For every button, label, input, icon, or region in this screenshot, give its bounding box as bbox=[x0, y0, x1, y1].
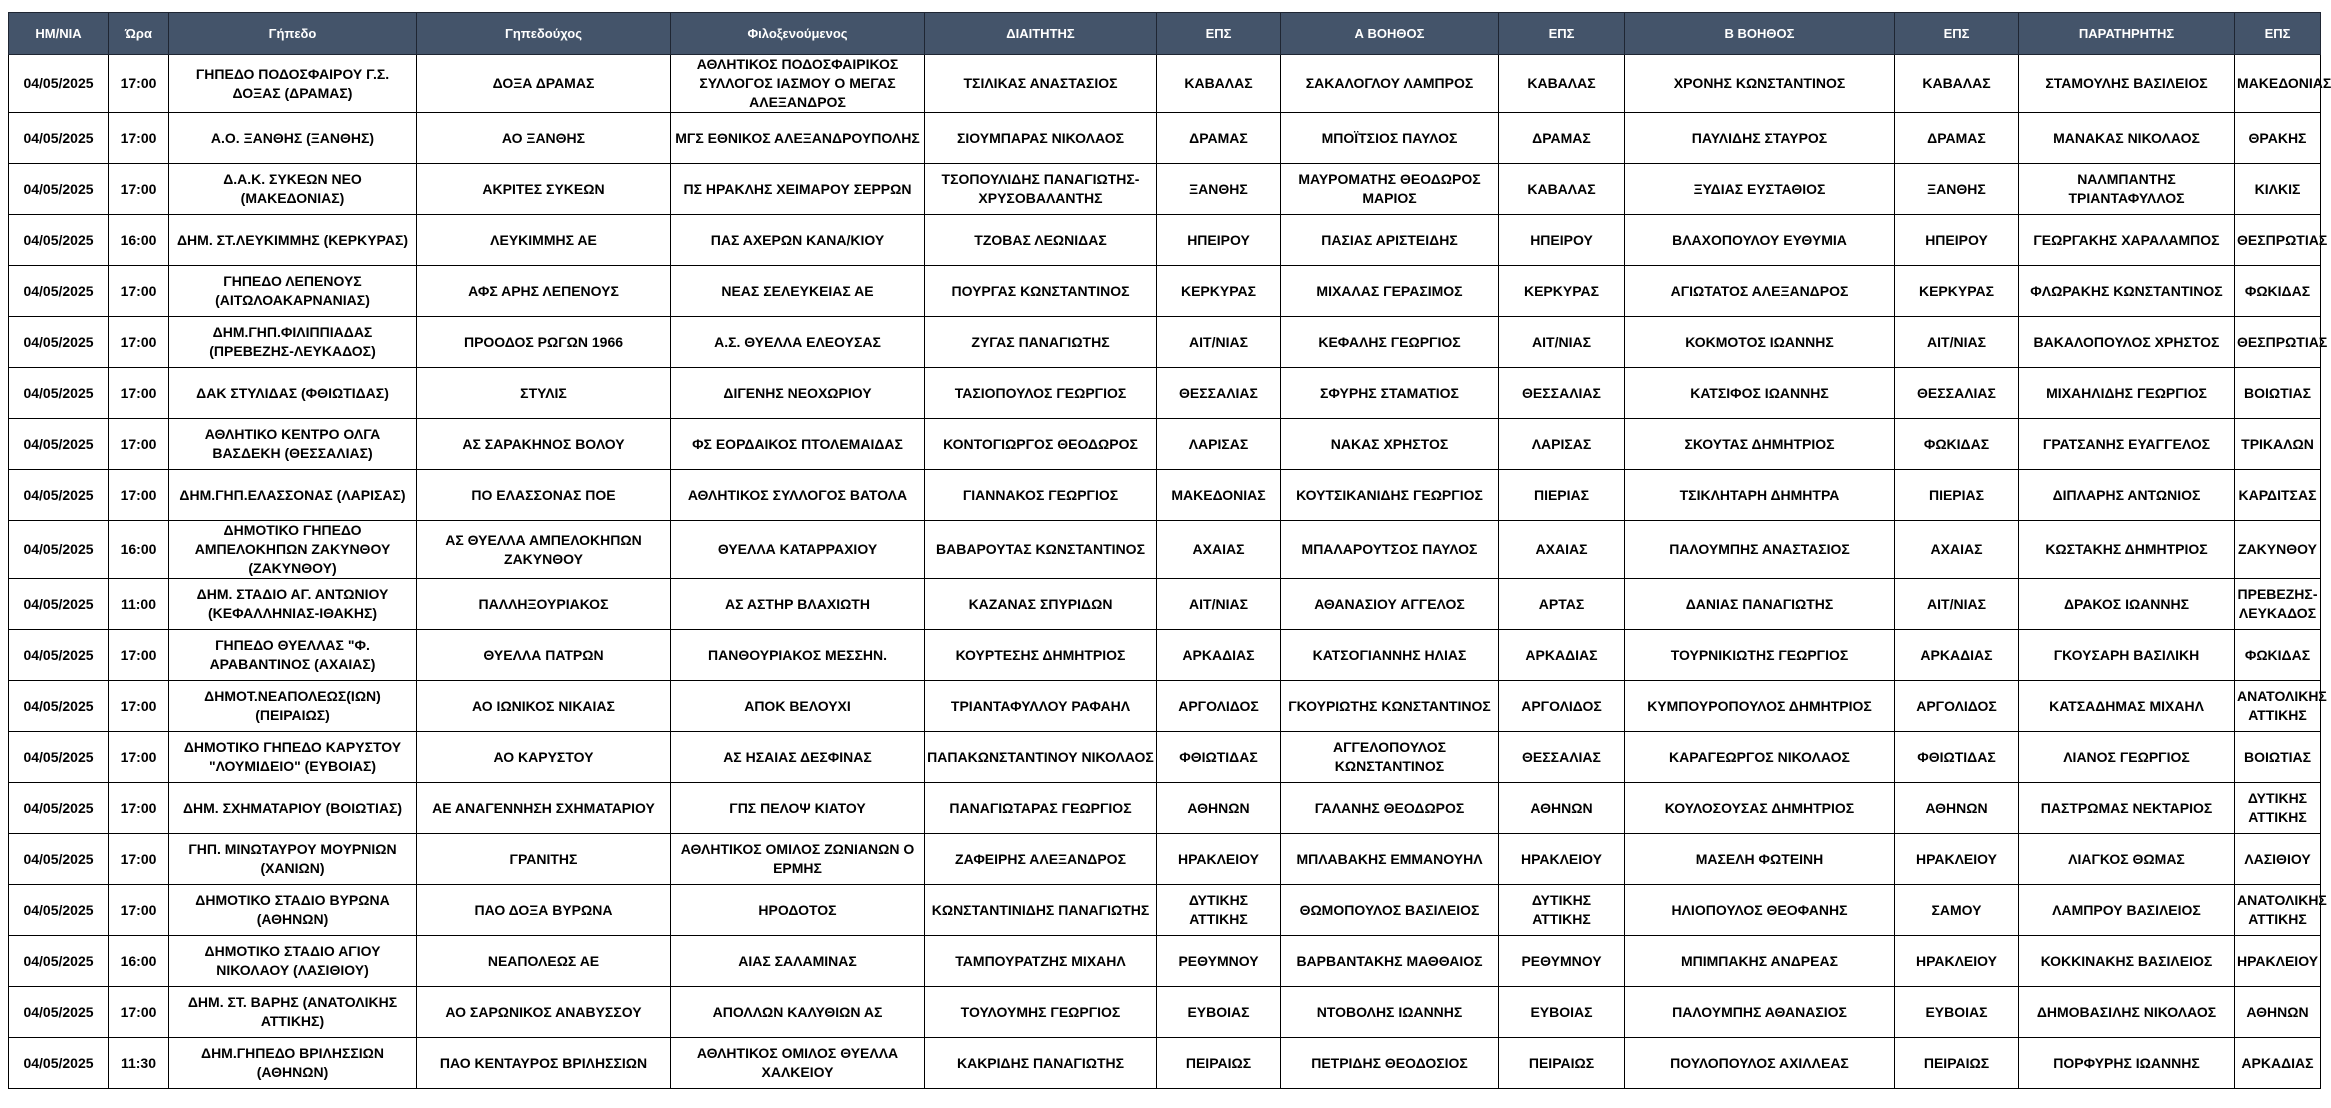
cell-date: 04/05/2025 bbox=[9, 164, 109, 215]
cell-observer: ΚΩΣΤΑΚΗΣ ΔΗΜΗΤΡΙΟΣ bbox=[2019, 521, 2235, 579]
cell-assistant-b: ΚΑΡΑΓΕΩΡΓΟΣ ΝΙΚΟΛΑΟΣ bbox=[1625, 732, 1895, 783]
cell-assistant-b-association: ΚΑΒΑΛΑΣ bbox=[1895, 55, 2019, 113]
cell-observer: ΓΕΩΡΓΑΚΗΣ ΧΑΡΑΛΑΜΠΟΣ bbox=[2019, 215, 2235, 266]
cell-away-team: ΗΡΟΔΟΤΟΣ bbox=[671, 885, 925, 936]
table-row bbox=[9, 419, 2321, 470]
cell-assistant-b: ΣΚΟΥΤΑΣ ΔΗΜΗΤΡΙΟΣ bbox=[1625, 419, 1895, 470]
cell-time: 17:00 bbox=[109, 164, 169, 215]
cell-away-team: ΑΙΑΣ ΣΑΛΑΜΙΝΑΣ bbox=[671, 936, 925, 987]
cell-stadium: Δ.Α.Κ. ΣΥΚΕΩΝ ΝΕΟ (ΜΑΚΕΔΟΝΙΑΣ) bbox=[169, 164, 417, 215]
cell-date: 04/05/2025 bbox=[9, 987, 109, 1038]
table-row bbox=[9, 521, 2321, 579]
cell-date: 04/05/2025 bbox=[9, 521, 109, 579]
cell-date: 04/05/2025 bbox=[9, 1038, 109, 1089]
cell-assistant-b: ΤΣΙΚΛΗΤΑΡΗ ΔΗΜΗΤΡΑ bbox=[1625, 470, 1895, 521]
cell-assistant-a-association: ΑΡΚΑΔΙΑΣ bbox=[1499, 630, 1625, 681]
cell-home-team: ΑΟ ΣΑΡΩΝΙΚΟΣ ΑΝΑΒΥΣΣΟΥ bbox=[417, 987, 671, 1038]
cell-referee: ΒΑΒΑΡΟΥΤΑΣ ΚΩΝΣΤΑΝΤΙΝΟΣ bbox=[925, 521, 1157, 579]
cell-stadium: ΔΗΜΟΤΙΚΟ ΣΤΑΔΙΟ ΑΓΙΟΥ ΝΙΚΟΛΑΟΥ (ΛΑΣΙΘΙΟΥ) bbox=[169, 936, 417, 987]
cell-assistant-b: ΜΠΙΜΠΑΚΗΣ ΑΝΔΡΕΑΣ bbox=[1625, 936, 1895, 987]
cell-stadium: ΔΗΜΟΤΙΚΟ ΓΗΠΕΔΟ ΚΑΡΥΣΤΟΥ "ΛΟΥΜΙΔΕΙΟ" (ΕΥΒΟΙΑΣ) bbox=[169, 732, 417, 783]
cell-referee: ΤΡΙΑΝΤΑΦΥΛΛΟΥ ΡΑΦΑΗΛ bbox=[925, 681, 1157, 732]
table-row bbox=[9, 834, 2321, 885]
table-row bbox=[9, 266, 2321, 317]
cell-away-team: ΦΣ ΕΟΡΔΑΙΚΟΣ ΠΤΟΛΕΜΑΙΔΑΣ bbox=[671, 419, 925, 470]
cell-referee-association: ΑΙΤ/ΝΙΑΣ bbox=[1157, 579, 1281, 630]
cell-referee: ΓΙΑΝΝΑΚΟΣ ΓΕΩΡΓΙΟΣ bbox=[925, 470, 1157, 521]
cell-referee-association: ΑΧΑΙΑΣ bbox=[1157, 521, 1281, 579]
cell-referee: ΖΑΦΕΙΡΗΣ ΑΛΕΞΑΝΔΡΟΣ bbox=[925, 834, 1157, 885]
cell-observer-association: ΜΑΚΕΔΟΝΙΑΣ bbox=[2235, 55, 2321, 113]
cell-observer: ΠΑΣΤΡΩΜΑΣ ΝΕΚΤΑΡΙΟΣ bbox=[2019, 783, 2235, 834]
table-body bbox=[9, 55, 2331, 1089]
header-stadium: Γήπεδο bbox=[169, 13, 417, 55]
cell-assistant-a: ΝΤΟΒΟΛΗΣ ΙΩΑΝΝΗΣ bbox=[1281, 987, 1499, 1038]
cell-home-team: ΑΟ ΚΑΡΥΣΤΟΥ bbox=[417, 732, 671, 783]
cell-stadium: ΔΗΜ.ΓΗΠΕΔΟ ΒΡΙΛΗΣΣΙΩΝ (ΑΘΗΝΩΝ) bbox=[169, 1038, 417, 1089]
table-row bbox=[9, 783, 2321, 834]
cell-assistant-a: ΝΑΚΑΣ ΧΡΗΣΤΟΣ bbox=[1281, 419, 1499, 470]
header-referee-association: ΕΠΣ bbox=[1157, 13, 1281, 55]
cell-assistant-a: ΠΕΤΡΙΔΗΣ ΘΕΟΔΟΣΙΟΣ bbox=[1281, 1038, 1499, 1089]
cell-assistant-a-association: ΡΕΘΥΜΝΟΥ bbox=[1499, 936, 1625, 987]
cell-assistant-a-association: ΠΕΙΡΑΙΩΣ bbox=[1499, 1038, 1625, 1089]
cell-away-team: ΑΠΟΚ ΒΕΛΟΥΧΙ bbox=[671, 681, 925, 732]
header-away-team: Φιλοξενούμενος bbox=[671, 13, 925, 55]
cell-referee-association: ΗΡΑΚΛΕΙΟΥ bbox=[1157, 834, 1281, 885]
header-observer-association: ΕΠΣ bbox=[2235, 13, 2321, 55]
cell-referee-association: ΠΕΙΡΑΙΩΣ bbox=[1157, 1038, 1281, 1089]
cell-stadium: ΓΗΠΕΔΟ ΠΟΔΟΣΦΑΙΡΟΥ Γ.Σ. ΔΟΞΑΣ (ΔΡΑΜΑΣ) bbox=[169, 55, 417, 113]
cell-away-team: ΓΠΣ ΠΕΛΟΨ ΚΙΑΤΟΥ bbox=[671, 783, 925, 834]
cell-assistant-b-association: ΕΥΒΟΙΑΣ bbox=[1895, 987, 2019, 1038]
cell-home-team: ΠΟ ΕΛΑΣΣΟΝΑΣ ΠΟΕ bbox=[417, 470, 671, 521]
cell-observer-association: ΛΑΣΙΘΙΟΥ bbox=[2235, 834, 2321, 885]
cell-time: 17:00 bbox=[109, 470, 169, 521]
cell-stadium: ΔΗΜ.ΓΗΠ.ΦΙΛΙΠΠΙΑΔΑΣ (ΠΡΕΒΕΖΗΣ-ΛΕΥΚΑΔΟΣ) bbox=[169, 317, 417, 368]
cell-stadium: ΓΗΠ. ΜΙΝΩΤΑΥΡΟΥ ΜΟΥΡΝΙΩΝ (ΧΑΝΙΩΝ) bbox=[169, 834, 417, 885]
cell-referee: ΣΙΟΥΜΠΑΡΑΣ ΝΙΚΟΛΑΟΣ bbox=[925, 113, 1157, 164]
cell-away-team: ΠΑΣ ΑΧΕΡΩΝ ΚΑΝΑ/ΚΙΟΥ bbox=[671, 215, 925, 266]
cell-date: 04/05/2025 bbox=[9, 885, 109, 936]
cell-assistant-a: ΚΑΤΣΟΓΙΑΝΝΗΣ ΗΛΙΑΣ bbox=[1281, 630, 1499, 681]
cell-away-team: ΑΘΛΗΤΙΚΟΣ ΣΥΛΛΟΓΟΣ ΒΑΤΟΛΑ bbox=[671, 470, 925, 521]
cell-stadium: ΔΗΜ. ΣΤ.ΛΕΥΚΙΜΜΗΣ (ΚΕΡΚΥΡΑΣ) bbox=[169, 215, 417, 266]
table-row bbox=[9, 470, 2321, 521]
cell-away-team: ΑΘΛΗΤΙΚΟΣ ΟΜΙΛΟΣ ΖΩΝΙΑΝΩΝ Ο ΕΡΜΗΣ bbox=[671, 834, 925, 885]
cell-observer: ΔΗΜΟΒΑΣΙΛΗΣ ΝΙΚΟΛΑΟΣ bbox=[2019, 987, 2235, 1038]
cell-observer-association: ΘΕΣΠΡΩΤΙΑΣ bbox=[2235, 215, 2321, 266]
cell-observer: ΓΚΟΥΣΑΡΗ ΒΑΣΙΛΙΚΗ bbox=[2019, 630, 2235, 681]
cell-assistant-b-association: ΑΡΓΟΛΙΔΟΣ bbox=[1895, 681, 2019, 732]
cell-home-team: ΔΟΞΑ ΔΡΑΜΑΣ bbox=[417, 55, 671, 113]
cell-referee: ΠΑΠΑΚΩΝΣΤΑΝΤΙΝΟΥ ΝΙΚΟΛΑΟΣ bbox=[925, 732, 1157, 783]
cell-time: 17:00 bbox=[109, 419, 169, 470]
cell-home-team: ΑΣ ΘΥΕΛΛΑ ΑΜΠΕΛΟΚΗΠΩΝ ΖΑΚΥΝΘΟΥ bbox=[417, 521, 671, 579]
cell-assistant-b: ΠΑΛΟΥΜΠΗΣ ΑΘΑΝΑΣΙΟΣ bbox=[1625, 987, 1895, 1038]
cell-time: 17:00 bbox=[109, 266, 169, 317]
table-row bbox=[9, 987, 2321, 1038]
cell-assistant-b: ΤΟΥΡΝΙΚΙΩΤΗΣ ΓΕΩΡΓΙΟΣ bbox=[1625, 630, 1895, 681]
cell-referee-association: ΔΥΤΙΚΗΣ ΑΤΤΙΚΗΣ bbox=[1157, 885, 1281, 936]
cell-away-team: ΑΣ ΑΣΤΗΡ ΒΛΑΧΙΩΤΗ bbox=[671, 579, 925, 630]
cell-assistant-a-association: ΔΥΤΙΚΗΣ ΑΤΤΙΚΗΣ bbox=[1499, 885, 1625, 936]
cell-observer: ΦΛΩΡΑΚΗΣ ΚΩΝΣΤΑΝΤΙΝΟΣ bbox=[2019, 266, 2235, 317]
cell-date: 04/05/2025 bbox=[9, 266, 109, 317]
cell-assistant-b: ΠΟΥΛΟΠΟΥΛΟΣ ΑΧΙΛΛΕΑΣ bbox=[1625, 1038, 1895, 1089]
cell-away-team: ΝΕΑΣ ΣΕΛΕΥΚΕΙΑΣ ΑΕ bbox=[671, 266, 925, 317]
fixtures-sheet bbox=[8, 12, 2331, 1089]
cell-assistant-a-association: ΛΑΡΙΣΑΣ bbox=[1499, 419, 1625, 470]
cell-assistant-a: ΜΠΟΪΤΣΙΟΣ ΠΑΥΛΟΣ bbox=[1281, 113, 1499, 164]
cell-assistant-a-association: ΕΥΒΟΙΑΣ bbox=[1499, 987, 1625, 1038]
cell-away-team: Α.Σ. ΘΥΕΛΛΑ ΕΛΕΟΥΣΑΣ bbox=[671, 317, 925, 368]
cell-time: 17:00 bbox=[109, 885, 169, 936]
cell-referee-association: ΚΕΡΚΥΡΑΣ bbox=[1157, 266, 1281, 317]
cell-observer-association: ΚΙΛΚΙΣ bbox=[2235, 164, 2321, 215]
table-row bbox=[9, 630, 2321, 681]
cell-referee: ΚΟΝΤΟΓΙΩΡΓΟΣ ΘΕΟΔΩΡΟΣ bbox=[925, 419, 1157, 470]
cell-assistant-a: ΚΕΦΑΛΗΣ ΓΕΩΡΓΙΟΣ bbox=[1281, 317, 1499, 368]
fixtures-table bbox=[8, 12, 2331, 1089]
cell-stadium: ΔΗΜ. ΣΧΗΜΑΤΑΡΙΟΥ (ΒΟΙΩΤΙΑΣ) bbox=[169, 783, 417, 834]
cell-assistant-a-association: ΘΕΣΣΑΛΙΑΣ bbox=[1499, 368, 1625, 419]
cell-date: 04/05/2025 bbox=[9, 732, 109, 783]
cell-assistant-b: ΔΑΝΙΑΣ ΠΑΝΑΓΙΩΤΗΣ bbox=[1625, 579, 1895, 630]
cell-referee: ΤΣΟΠΟΥΛΙΔΗΣ ΠΑΝΑΓΙΩΤΗΣ-ΧΡΥΣΟΒΑΛΑΝΤΗΣ bbox=[925, 164, 1157, 215]
cell-away-team: ΑΘΛΗΤΙΚΟΣ ΟΜΙΛΟΣ ΘΥΕΛΛΑ ΧΑΛΚΕΙΟΥ bbox=[671, 1038, 925, 1089]
cell-time: 11:30 bbox=[109, 1038, 169, 1089]
cell-observer-association: ΦΩΚΙΔΑΣ bbox=[2235, 630, 2321, 681]
cell-referee-association: ΡΕΘΥΜΝΟΥ bbox=[1157, 936, 1281, 987]
cell-observer-association: ΘΕΣΠΡΩΤΙΑΣ bbox=[2235, 317, 2321, 368]
cell-assistant-a: ΘΩΜΟΠΟΥΛΟΣ ΒΑΣΙΛΕΙΟΣ bbox=[1281, 885, 1499, 936]
cell-observer: ΝΑΛΜΠΑΝΤΗΣ ΤΡΙΑΝΤΑΦΥΛΛΟΣ bbox=[2019, 164, 2235, 215]
cell-assistant-b-association: ΣΑΜΟΥ bbox=[1895, 885, 2019, 936]
header-observer: ΠΑΡΑΤΗΡΗΤΗΣ bbox=[2019, 13, 2235, 55]
cell-referee: ΤΣΙΛΙΚΑΣ ΑΝΑΣΤΑΣΙΟΣ bbox=[925, 55, 1157, 113]
cell-time: 16:00 bbox=[109, 936, 169, 987]
cell-home-team: ΠΡΟΟΔΟΣ ΡΩΓΩΝ 1966 bbox=[417, 317, 671, 368]
cell-assistant-b: ΚΟΥΛΟΣΟΥΣΑΣ ΔΗΜΗΤΡΙΟΣ bbox=[1625, 783, 1895, 834]
cell-assistant-b-association: ΑΡΚΑΔΙΑΣ bbox=[1895, 630, 2019, 681]
cell-date: 04/05/2025 bbox=[9, 113, 109, 164]
header-assistant-b: Β ΒΟΗΘΟΣ bbox=[1625, 13, 1895, 55]
cell-assistant-b-association: ΔΡΑΜΑΣ bbox=[1895, 113, 2019, 164]
cell-referee: ΤΑΜΠΟΥΡΑΤΖΗΣ ΜΙΧΑΗΛ bbox=[925, 936, 1157, 987]
cell-date: 04/05/2025 bbox=[9, 783, 109, 834]
table-row bbox=[9, 55, 2321, 113]
cell-referee: ΚΩΝΣΤΑΝΤΙΝΙΔΗΣ ΠΑΝΑΓΙΩΤΗΣ bbox=[925, 885, 1157, 936]
cell-assistant-b: ΞΥΔΙΑΣ ΕΥΣΤΑΘΙΟΣ bbox=[1625, 164, 1895, 215]
cell-assistant-b: ΚΥΜΠΟΥΡΟΠΟΥΛΟΣ ΔΗΜΗΤΡΙΟΣ bbox=[1625, 681, 1895, 732]
cell-assistant-b: ΜΑΣΕΛΗ ΦΩΤΕΙΝΗ bbox=[1625, 834, 1895, 885]
cell-home-team: ΛΕΥΚΙΜΜΗΣ ΑΕ bbox=[417, 215, 671, 266]
cell-home-team: ΑΟ ΞΑΝΘΗΣ bbox=[417, 113, 671, 164]
cell-assistant-b-association: ΘΕΣΣΑΛΙΑΣ bbox=[1895, 368, 2019, 419]
cell-observer: ΚΑΤΣΑΔΗΜΑΣ ΜΙΧΑΗΛ bbox=[2019, 681, 2235, 732]
cell-observer-association: ΔΥΤΙΚΗΣ ΑΤΤΙΚΗΣ bbox=[2235, 783, 2321, 834]
cell-assistant-b: ΚΟΚΜΟΤΟΣ ΙΩΑΝΝΗΣ bbox=[1625, 317, 1895, 368]
cell-home-team: ΑΕ ΑΝΑΓΕΝΝΗΣΗ ΣΧΗΜΑΤΑΡΙΟΥ bbox=[417, 783, 671, 834]
cell-time: 17:00 bbox=[109, 783, 169, 834]
cell-observer: ΜΑΝΑΚΑΣ ΝΙΚΟΛΑΟΣ bbox=[2019, 113, 2235, 164]
cell-assistant-a: ΓΚΟΥΡΙΩΤΗΣ ΚΩΝΣΤΑΝΤΙΝΟΣ bbox=[1281, 681, 1499, 732]
cell-date: 04/05/2025 bbox=[9, 834, 109, 885]
cell-assistant-b-association: ΗΡΑΚΛΕΙΟΥ bbox=[1895, 834, 2019, 885]
cell-away-team: ΘΥΕΛΛΑ ΚΑΤΑΡΡΑΧΙΟΥ bbox=[671, 521, 925, 579]
cell-referee-association: ΜΑΚΕΔΟΝΙΑΣ bbox=[1157, 470, 1281, 521]
cell-observer-association: ΑΡΚΑΔΙΑΣ bbox=[2235, 1038, 2321, 1089]
cell-assistant-a: ΠΑΣΙΑΣ ΑΡΙΣΤΕΙΔΗΣ bbox=[1281, 215, 1499, 266]
cell-date: 04/05/2025 bbox=[9, 419, 109, 470]
cell-referee: ΤΑΣΙΟΠΟΥΛΟΣ ΓΕΩΡΓΙΟΣ bbox=[925, 368, 1157, 419]
cell-observer: ΛΙΑΓΚΟΣ ΘΩΜΑΣ bbox=[2019, 834, 2235, 885]
cell-time: 11:00 bbox=[109, 579, 169, 630]
cell-observer-association: ΤΡΙΚΑΛΩΝ bbox=[2235, 419, 2321, 470]
cell-date: 04/05/2025 bbox=[9, 215, 109, 266]
cell-referee-association: ΑΡΚΑΔΙΑΣ bbox=[1157, 630, 1281, 681]
cell-assistant-b: ΠΑΥΛΙΔΗΣ ΣΤΑΥΡΟΣ bbox=[1625, 113, 1895, 164]
cell-assistant-b: ΧΡΟΝΗΣ ΚΩΝΣΤΑΝΤΙΝΟΣ bbox=[1625, 55, 1895, 113]
cell-referee: ΤΖΟΒΑΣ ΛΕΩΝΙΔΑΣ bbox=[925, 215, 1157, 266]
cell-assistant-a-association: ΑΙΤ/ΝΙΑΣ bbox=[1499, 317, 1625, 368]
cell-time: 17:00 bbox=[109, 834, 169, 885]
cell-date: 04/05/2025 bbox=[9, 470, 109, 521]
cell-home-team: ΑΣ ΣΑΡΑΚΗΝΟΣ ΒΟΛΟΥ bbox=[417, 419, 671, 470]
cell-observer-association: ΖΑΚΥΝΘΟΥ bbox=[2235, 521, 2321, 579]
cell-observer-association: ΑΘΗΝΩΝ bbox=[2235, 987, 2321, 1038]
cell-observer-association: ΚΑΡΔΙΤΣΑΣ bbox=[2235, 470, 2321, 521]
cell-time: 17:00 bbox=[109, 368, 169, 419]
cell-time: 17:00 bbox=[109, 630, 169, 681]
cell-observer-association: ΘΡΑΚΗΣ bbox=[2235, 113, 2321, 164]
cell-assistant-a: ΜΑΥΡΟΜΑΤΗΣ ΘΕΟΔΩΡΟΣ ΜΑΡΙΟΣ bbox=[1281, 164, 1499, 215]
cell-referee: ΠΑΝΑΓΙΩΤΑΡΑΣ ΓΕΩΡΓΙΟΣ bbox=[925, 783, 1157, 834]
cell-date: 04/05/2025 bbox=[9, 936, 109, 987]
cell-stadium: ΓΗΠΕΔΟ ΘΥΕΛΛΑΣ "Φ. ΑΡΑΒΑΝΤΙΝΟΣ (ΑΧΑΙΑΣ) bbox=[169, 630, 417, 681]
cell-assistant-a-association: ΑΘΗΝΩΝ bbox=[1499, 783, 1625, 834]
table-row bbox=[9, 113, 2321, 164]
cell-assistant-b: ΚΑΤΣΙΦΟΣ ΙΩΑΝΝΗΣ bbox=[1625, 368, 1895, 419]
cell-observer: ΛΑΜΠΡΟΥ ΒΑΣΙΛΕΙΟΣ bbox=[2019, 885, 2235, 936]
cell-assistant-a-association: ΘΕΣΣΑΛΙΑΣ bbox=[1499, 732, 1625, 783]
cell-assistant-b-association: ΑΙΤ/ΝΙΑΣ bbox=[1895, 317, 2019, 368]
cell-referee-association: ΛΑΡΙΣΑΣ bbox=[1157, 419, 1281, 470]
cell-observer-association: ΒΟΙΩΤΙΑΣ bbox=[2235, 368, 2321, 419]
cell-away-team: ΑΘΛΗΤΙΚΟΣ ΠΟΔΟΣΦΑΙΡΙΚΟΣ ΣΥΛΛΟΓΟΣ ΙΑΣΜΟΥ Ο ΜΕΓΑΣ ΑΛΕΞΑΝΔΡΟΣ bbox=[671, 55, 925, 113]
cell-stadium: ΔΗΜ. ΣΤ. ΒΑΡΗΣ (ΑΝΑΤΟΛΙΚΗΣ ΑΤΤΙΚΗΣ) bbox=[169, 987, 417, 1038]
header-date: ΗΜ/ΝΙΑ bbox=[9, 13, 109, 55]
cell-assistant-a-association: ΑΡΓΟΛΙΔΟΣ bbox=[1499, 681, 1625, 732]
cell-assistant-a-association: ΗΠΕΙΡΟΥ bbox=[1499, 215, 1625, 266]
header-referee: ΔΙΑΙΤΗΤΗΣ bbox=[925, 13, 1157, 55]
cell-observer: ΒΑΚΑΛΟΠΟΥΛΟΣ ΧΡΗΣΤΟΣ bbox=[2019, 317, 2235, 368]
cell-assistant-a: ΑΘΑΝΑΣΙΟΥ ΑΓΓΕΛΟΣ bbox=[1281, 579, 1499, 630]
cell-assistant-a-association: ΑΡΤΑΣ bbox=[1499, 579, 1625, 630]
cell-referee-association: ΕΥΒΟΙΑΣ bbox=[1157, 987, 1281, 1038]
table-row bbox=[9, 1038, 2321, 1089]
cell-observer: ΚΟΚΚΙΝΑΚΗΣ ΒΑΣΙΛΕΙΟΣ bbox=[2019, 936, 2235, 987]
cell-observer-association: ΑΝΑΤΟΛΙΚΗΣ ΑΤΤΙΚΗΣ bbox=[2235, 681, 2321, 732]
cell-assistant-b: ΑΓΙΩΤΑΤΟΣ ΑΛΕΞΑΝΔΡΟΣ bbox=[1625, 266, 1895, 317]
cell-assistant-a: ΣΦΥΡΗΣ ΣΤΑΜΑΤΙΟΣ bbox=[1281, 368, 1499, 419]
cell-stadium: ΔΑΚ ΣΤΥΛΙΔΑΣ (ΦΘΙΩΤΙΔΑΣ) bbox=[169, 368, 417, 419]
table-row bbox=[9, 681, 2321, 732]
header-home-team: Γηπεδούχος bbox=[417, 13, 671, 55]
cell-home-team: ΑΟ ΙΩΝΙΚΟΣ ΝΙΚΑΙΑΣ bbox=[417, 681, 671, 732]
cell-stadium: ΔΗΜΟΤΙΚΟ ΓΗΠΕΔΟ ΑΜΠΕΛΟΚΗΠΩΝ ΖΑΚΥΝΘΟΥ (ΖΑΚΥΝΘΟΥ) bbox=[169, 521, 417, 579]
cell-assistant-a-association: ΔΡΑΜΑΣ bbox=[1499, 113, 1625, 164]
cell-date: 04/05/2025 bbox=[9, 579, 109, 630]
cell-assistant-a-association: ΑΧΑΙΑΣ bbox=[1499, 521, 1625, 579]
cell-observer-association: ΠΡΕΒΕΖΗΣ-ΛΕΥΚΑΔΟΣ bbox=[2235, 579, 2321, 630]
cell-assistant-b-association: ΑΙΤ/ΝΙΑΣ bbox=[1895, 579, 2019, 630]
cell-time: 16:00 bbox=[109, 215, 169, 266]
cell-assistant-a: ΣΑΚΑΛΟΓΛΟΥ ΛΑΜΠΡΟΣ bbox=[1281, 55, 1499, 113]
cell-assistant-b: ΠΑΛΟΥΜΠΗΣ ΑΝΑΣΤΑΣΙΟΣ bbox=[1625, 521, 1895, 579]
cell-date: 04/05/2025 bbox=[9, 630, 109, 681]
cell-assistant-b: ΗΛΙΟΠΟΥΛΟΣ ΘΕΟΦΑΝΗΣ bbox=[1625, 885, 1895, 936]
cell-referee: ΖΥΓΑΣ ΠΑΝΑΓΙΩΤΗΣ bbox=[925, 317, 1157, 368]
cell-time: 17:00 bbox=[109, 987, 169, 1038]
cell-assistant-b-association: ΠΕΙΡΑΙΩΣ bbox=[1895, 1038, 2019, 1089]
cell-referee-association: ΦΘΙΩΤΙΔΑΣ bbox=[1157, 732, 1281, 783]
cell-assistant-b-association: ΞΑΝΘΗΣ bbox=[1895, 164, 2019, 215]
cell-assistant-a: ΓΑΛΑΝΗΣ ΘΕΟΔΩΡΟΣ bbox=[1281, 783, 1499, 834]
cell-referee: ΤΟΥΛΟΥΜΗΣ ΓΕΩΡΓΙΟΣ bbox=[925, 987, 1157, 1038]
table-row bbox=[9, 732, 2321, 783]
table-row bbox=[9, 579, 2321, 630]
cell-referee-association: ΔΡΑΜΑΣ bbox=[1157, 113, 1281, 164]
cell-away-team: ΔΙΓΕΝΗΣ ΝΕΟΧΩΡΙΟΥ bbox=[671, 368, 925, 419]
cell-away-team: ΜΓΣ ΕΘΝΙΚΟΣ ΑΛΕΞΑΝΔΡΟΥΠΟΛΗΣ bbox=[671, 113, 925, 164]
table-row bbox=[9, 936, 2321, 987]
cell-home-team: ΣΤΥΛΙΣ bbox=[417, 368, 671, 419]
cell-time: 17:00 bbox=[109, 732, 169, 783]
header-assistant-a: Α ΒΟΗΘΟΣ bbox=[1281, 13, 1499, 55]
cell-stadium: ΔΗΜΟΤ.ΝΕΑΠΟΛΕΩΣ(ΙΩΝ) (ΠΕΙΡΑΙΩΣ) bbox=[169, 681, 417, 732]
cell-stadium: ΓΗΠΕΔΟ ΛΕΠΕΝΟΥΣ (ΑΙΤΩΛΟΑΚΑΡΝΑΝΙΑΣ) bbox=[169, 266, 417, 317]
header-assistant-b-association: ΕΠΣ bbox=[1895, 13, 2019, 55]
cell-time: 17:00 bbox=[109, 317, 169, 368]
cell-assistant-a-association: ΚΑΒΑΛΑΣ bbox=[1499, 55, 1625, 113]
cell-date: 04/05/2025 bbox=[9, 55, 109, 113]
table-row bbox=[9, 215, 2321, 266]
cell-observer: ΛΙΑΝΟΣ ΓΕΩΡΓΙΟΣ bbox=[2019, 732, 2235, 783]
cell-assistant-a-association: ΗΡΑΚΛΕΙΟΥ bbox=[1499, 834, 1625, 885]
cell-assistant-b-association: ΠΙΕΡΙΑΣ bbox=[1895, 470, 2019, 521]
cell-date: 04/05/2025 bbox=[9, 681, 109, 732]
cell-assistant-b-association: ΦΘΙΩΤΙΔΑΣ bbox=[1895, 732, 2019, 783]
cell-home-team: ΘΥΕΛΛΑ ΠΑΤΡΩΝ bbox=[417, 630, 671, 681]
cell-referee-association: ΗΠΕΙΡΟΥ bbox=[1157, 215, 1281, 266]
cell-referee: ΠΟΥΡΓΑΣ ΚΩΝΣΤΑΝΤΙΝΟΣ bbox=[925, 266, 1157, 317]
cell-stadium: ΔΗΜΟΤΙΚΟ ΣΤΑΔΙΟ ΒΥΡΩΝΑ (ΑΘΗΝΩΝ) bbox=[169, 885, 417, 936]
cell-referee: ΚΑΚΡΙΔΗΣ ΠΑΝΑΓΙΩΤΗΣ bbox=[925, 1038, 1157, 1089]
cell-referee-association: ΑΡΓΟΛΙΔΟΣ bbox=[1157, 681, 1281, 732]
table-row bbox=[9, 368, 2321, 419]
cell-time: 17:00 bbox=[109, 113, 169, 164]
cell-time: 16:00 bbox=[109, 521, 169, 579]
cell-home-team: ΝΕΑΠΟΛΕΩΣ ΑΕ bbox=[417, 936, 671, 987]
cell-assistant-a: ΑΓΓΕΛΟΠΟΥΛΟΣ ΚΩΝΣΤΑΝΤΙΝΟΣ bbox=[1281, 732, 1499, 783]
cell-assistant-a-association: ΚΑΒΑΛΑΣ bbox=[1499, 164, 1625, 215]
cell-home-team: ΠΑΟ ΚΕΝΤΑΥΡΟΣ ΒΡΙΛΗΣΣΙΩΝ bbox=[417, 1038, 671, 1089]
cell-observer: ΔΡΑΚΟΣ ΙΩΑΝΝΗΣ bbox=[2019, 579, 2235, 630]
cell-observer-association: ΑΝΑΤΟΛΙΚΗΣ ΑΤΤΙΚΗΣ bbox=[2235, 885, 2321, 936]
cell-stadium: Α.Ο. ΞΑΝΘΗΣ (ΞΑΝΘΗΣ) bbox=[169, 113, 417, 164]
cell-time: 17:00 bbox=[109, 681, 169, 732]
cell-referee-association: ΑΙΤ/ΝΙΑΣ bbox=[1157, 317, 1281, 368]
table-row bbox=[9, 164, 2321, 215]
cell-referee-association: ΘΕΣΣΑΛΙΑΣ bbox=[1157, 368, 1281, 419]
cell-observer: ΜΙΧΑΗΛΙΔΗΣ ΓΕΩΡΓΙΟΣ bbox=[2019, 368, 2235, 419]
cell-assistant-a: ΜΠΛΑΒΑΚΗΣ ΕΜΜΑΝΟΥΗΛ bbox=[1281, 834, 1499, 885]
table-row bbox=[9, 885, 2321, 936]
cell-time: 17:00 bbox=[109, 55, 169, 113]
table-header bbox=[9, 13, 2321, 55]
cell-assistant-b-association: ΑΘΗΝΩΝ bbox=[1895, 783, 2019, 834]
cell-referee-association: ΞΑΝΘΗΣ bbox=[1157, 164, 1281, 215]
cell-referee-association: ΑΘΗΝΩΝ bbox=[1157, 783, 1281, 834]
cell-observer: ΓΡΑΤΣΑΝΗΣ ΕΥΑΓΓΕΛΟΣ bbox=[2019, 419, 2235, 470]
cell-home-team: ΓΡΑΝΙΤΗΣ bbox=[417, 834, 671, 885]
cell-referee: ΚΑΖΑΝΑΣ ΣΠΥΡΙΔΩΝ bbox=[925, 579, 1157, 630]
cell-stadium: ΔΗΜ. ΣΤΑΔΙΟ ΑΓ. ΑΝΤΩΝΙΟΥ (ΚΕΦΑΛΛΗΝΙΑΣ-ΙΘΑΚΗΣ) bbox=[169, 579, 417, 630]
cell-home-team: ΠΑΟ ΔΟΞΑ ΒΥΡΩΝΑ bbox=[417, 885, 671, 936]
header-assistant-a-association: ΕΠΣ bbox=[1499, 13, 1625, 55]
cell-referee: ΚΟΥΡΤΕΣΗΣ ΔΗΜΗΤΡΙΟΣ bbox=[925, 630, 1157, 681]
cell-assistant-b-association: ΚΕΡΚΥΡΑΣ bbox=[1895, 266, 2019, 317]
cell-away-team: ΠΑΝΘΟΥΡΙΑΚΟΣ ΜΕΣΣΗΝ. bbox=[671, 630, 925, 681]
cell-home-team: ΑΦΣ ΑΡΗΣ ΛΕΠΕΝΟΥΣ bbox=[417, 266, 671, 317]
cell-away-team: ΑΣ ΗΣΑΙΑΣ ΔΕΣΦΙΝΑΣ bbox=[671, 732, 925, 783]
cell-observer: ΣΤΑΜΟΥΛΗΣ ΒΑΣΙΛΕΙΟΣ bbox=[2019, 55, 2235, 113]
cell-assistant-b-association: ΗΠΕΙΡΟΥ bbox=[1895, 215, 2019, 266]
cell-home-team: ΠΑΛΛΗΞΟΥΡΙΑΚΟΣ bbox=[417, 579, 671, 630]
cell-assistant-a: ΚΟΥΤΣΙΚΑΝΙΔΗΣ ΓΕΩΡΓΙΟΣ bbox=[1281, 470, 1499, 521]
cell-observer-association: ΒΟΙΩΤΙΑΣ bbox=[2235, 732, 2321, 783]
cell-assistant-a-association: ΠΙΕΡΙΑΣ bbox=[1499, 470, 1625, 521]
cell-referee-association: ΚΑΒΑΛΑΣ bbox=[1157, 55, 1281, 113]
cell-assistant-a-association: ΚΕΡΚΥΡΑΣ bbox=[1499, 266, 1625, 317]
cell-assistant-a: ΜΙΧΑΛΑΣ ΓΕΡΑΣΙΜΟΣ bbox=[1281, 266, 1499, 317]
cell-assistant-a: ΜΠΑΛΑΡΟΥΤΣΟΣ ΠΑΥΛΟΣ bbox=[1281, 521, 1499, 579]
table-row bbox=[9, 317, 2321, 368]
cell-home-team: ΑΚΡΙΤΕΣ ΣΥΚΕΩΝ bbox=[417, 164, 671, 215]
cell-observer: ΠΟΡΦΥΡΗΣ ΙΩΑΝΝΗΣ bbox=[2019, 1038, 2235, 1089]
cell-date: 04/05/2025 bbox=[9, 368, 109, 419]
cell-assistant-b-association: ΑΧΑΙΑΣ bbox=[1895, 521, 2019, 579]
cell-date: 04/05/2025 bbox=[9, 317, 109, 368]
cell-assistant-b-association: ΦΩΚΙΔΑΣ bbox=[1895, 419, 2019, 470]
cell-stadium: ΑΘΛΗΤΙΚΟ ΚΕΝΤΡΟ ΟΛΓΑ ΒΑΣΔΕΚΗ (ΘΕΣΣΑΛΙΑΣ) bbox=[169, 419, 417, 470]
header-time: Ώρα bbox=[109, 13, 169, 55]
cell-assistant-a: ΒΑΡΒΑΝΤΑΚΗΣ ΜΑΘΘΑΙΟΣ bbox=[1281, 936, 1499, 987]
cell-stadium: ΔΗΜ.ΓΗΠ.ΕΛΑΣΣΟΝΑΣ (ΛΑΡΙΣΑΣ) bbox=[169, 470, 417, 521]
cell-away-team: ΑΠΟΛΛΩΝ ΚΑΛΥΘΙΩΝ ΑΣ bbox=[671, 987, 925, 1038]
cell-assistant-b-association: ΗΡΑΚΛΕΙΟΥ bbox=[1895, 936, 2019, 987]
cell-away-team: ΠΣ ΗΡΑΚΛΗΣ ΧΕΙΜΑΡΟΥ ΣΕΡΡΩΝ bbox=[671, 164, 925, 215]
cell-observer-association: ΦΩΚΙΔΑΣ bbox=[2235, 266, 2321, 317]
cell-observer-association: ΗΡΑΚΛΕΙΟΥ bbox=[2235, 936, 2321, 987]
cell-assistant-b: ΒΛΑΧΟΠΟΥΛΟΥ ΕΥΘΥΜΙΑ bbox=[1625, 215, 1895, 266]
cell-observer: ΔΙΠΛΑΡΗΣ ΑΝΤΩΝΙΟΣ bbox=[2019, 470, 2235, 521]
